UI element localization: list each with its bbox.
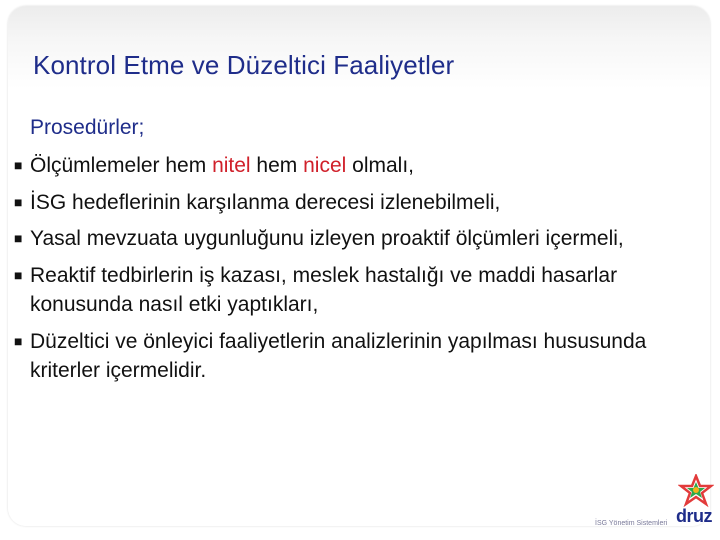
bullet-item: [12, 261, 692, 320]
bullet-text: Düzeltici ve önleyici faaliyetlerin analizlerinin yapılması hususunda kriterler içermelidir.: [30, 329, 647, 382]
bullet-item: [12, 224, 692, 254]
slide-title: Kontrol Etme ve Düzeltici Faaliyetler: [33, 50, 455, 80]
bullet-item: [12, 327, 692, 386]
slide-subtitle: Prosedürler;: [30, 116, 145, 139]
square-bullet-icon: ■: [14, 332, 23, 349]
star-logo-icon: [678, 474, 714, 508]
bullet-item: [12, 151, 692, 181]
bullet-item: [12, 188, 692, 218]
square-bullet-icon: ■: [14, 157, 23, 173]
footer-text: İSG Yönetim Sistemleri: [595, 520, 668, 527]
square-bullet-icon: ■: [14, 230, 23, 246]
square-bullet-icon: ■: [14, 193, 23, 210]
bullet-list: [12, 151, 692, 393]
bullet-text: Reaktif tedbirlerin iş kazası, meslek hastalığı ve maddi hasarlar konusunda nasıl etki yaptıkları,: [30, 263, 618, 316]
bullet-text: İSG hedeflerinin karşılanma derecesi izlenebilmeli,: [30, 190, 501, 214]
bullet-text: Yasal mevzuata uygunluğunu izleyen proaktif ölçümleri içermeli,: [30, 227, 624, 250]
logo-text: druz: [676, 506, 712, 526]
bullet-text: hem: [250, 154, 304, 177]
bullet-text: Ölçümlemeler hem: [30, 154, 213, 177]
highlight-word: nicel: [303, 154, 347, 177]
square-bullet-icon: ■: [14, 266, 23, 283]
highlight-word: nitel: [212, 154, 251, 177]
bullet-text: olmalı,: [346, 154, 415, 177]
